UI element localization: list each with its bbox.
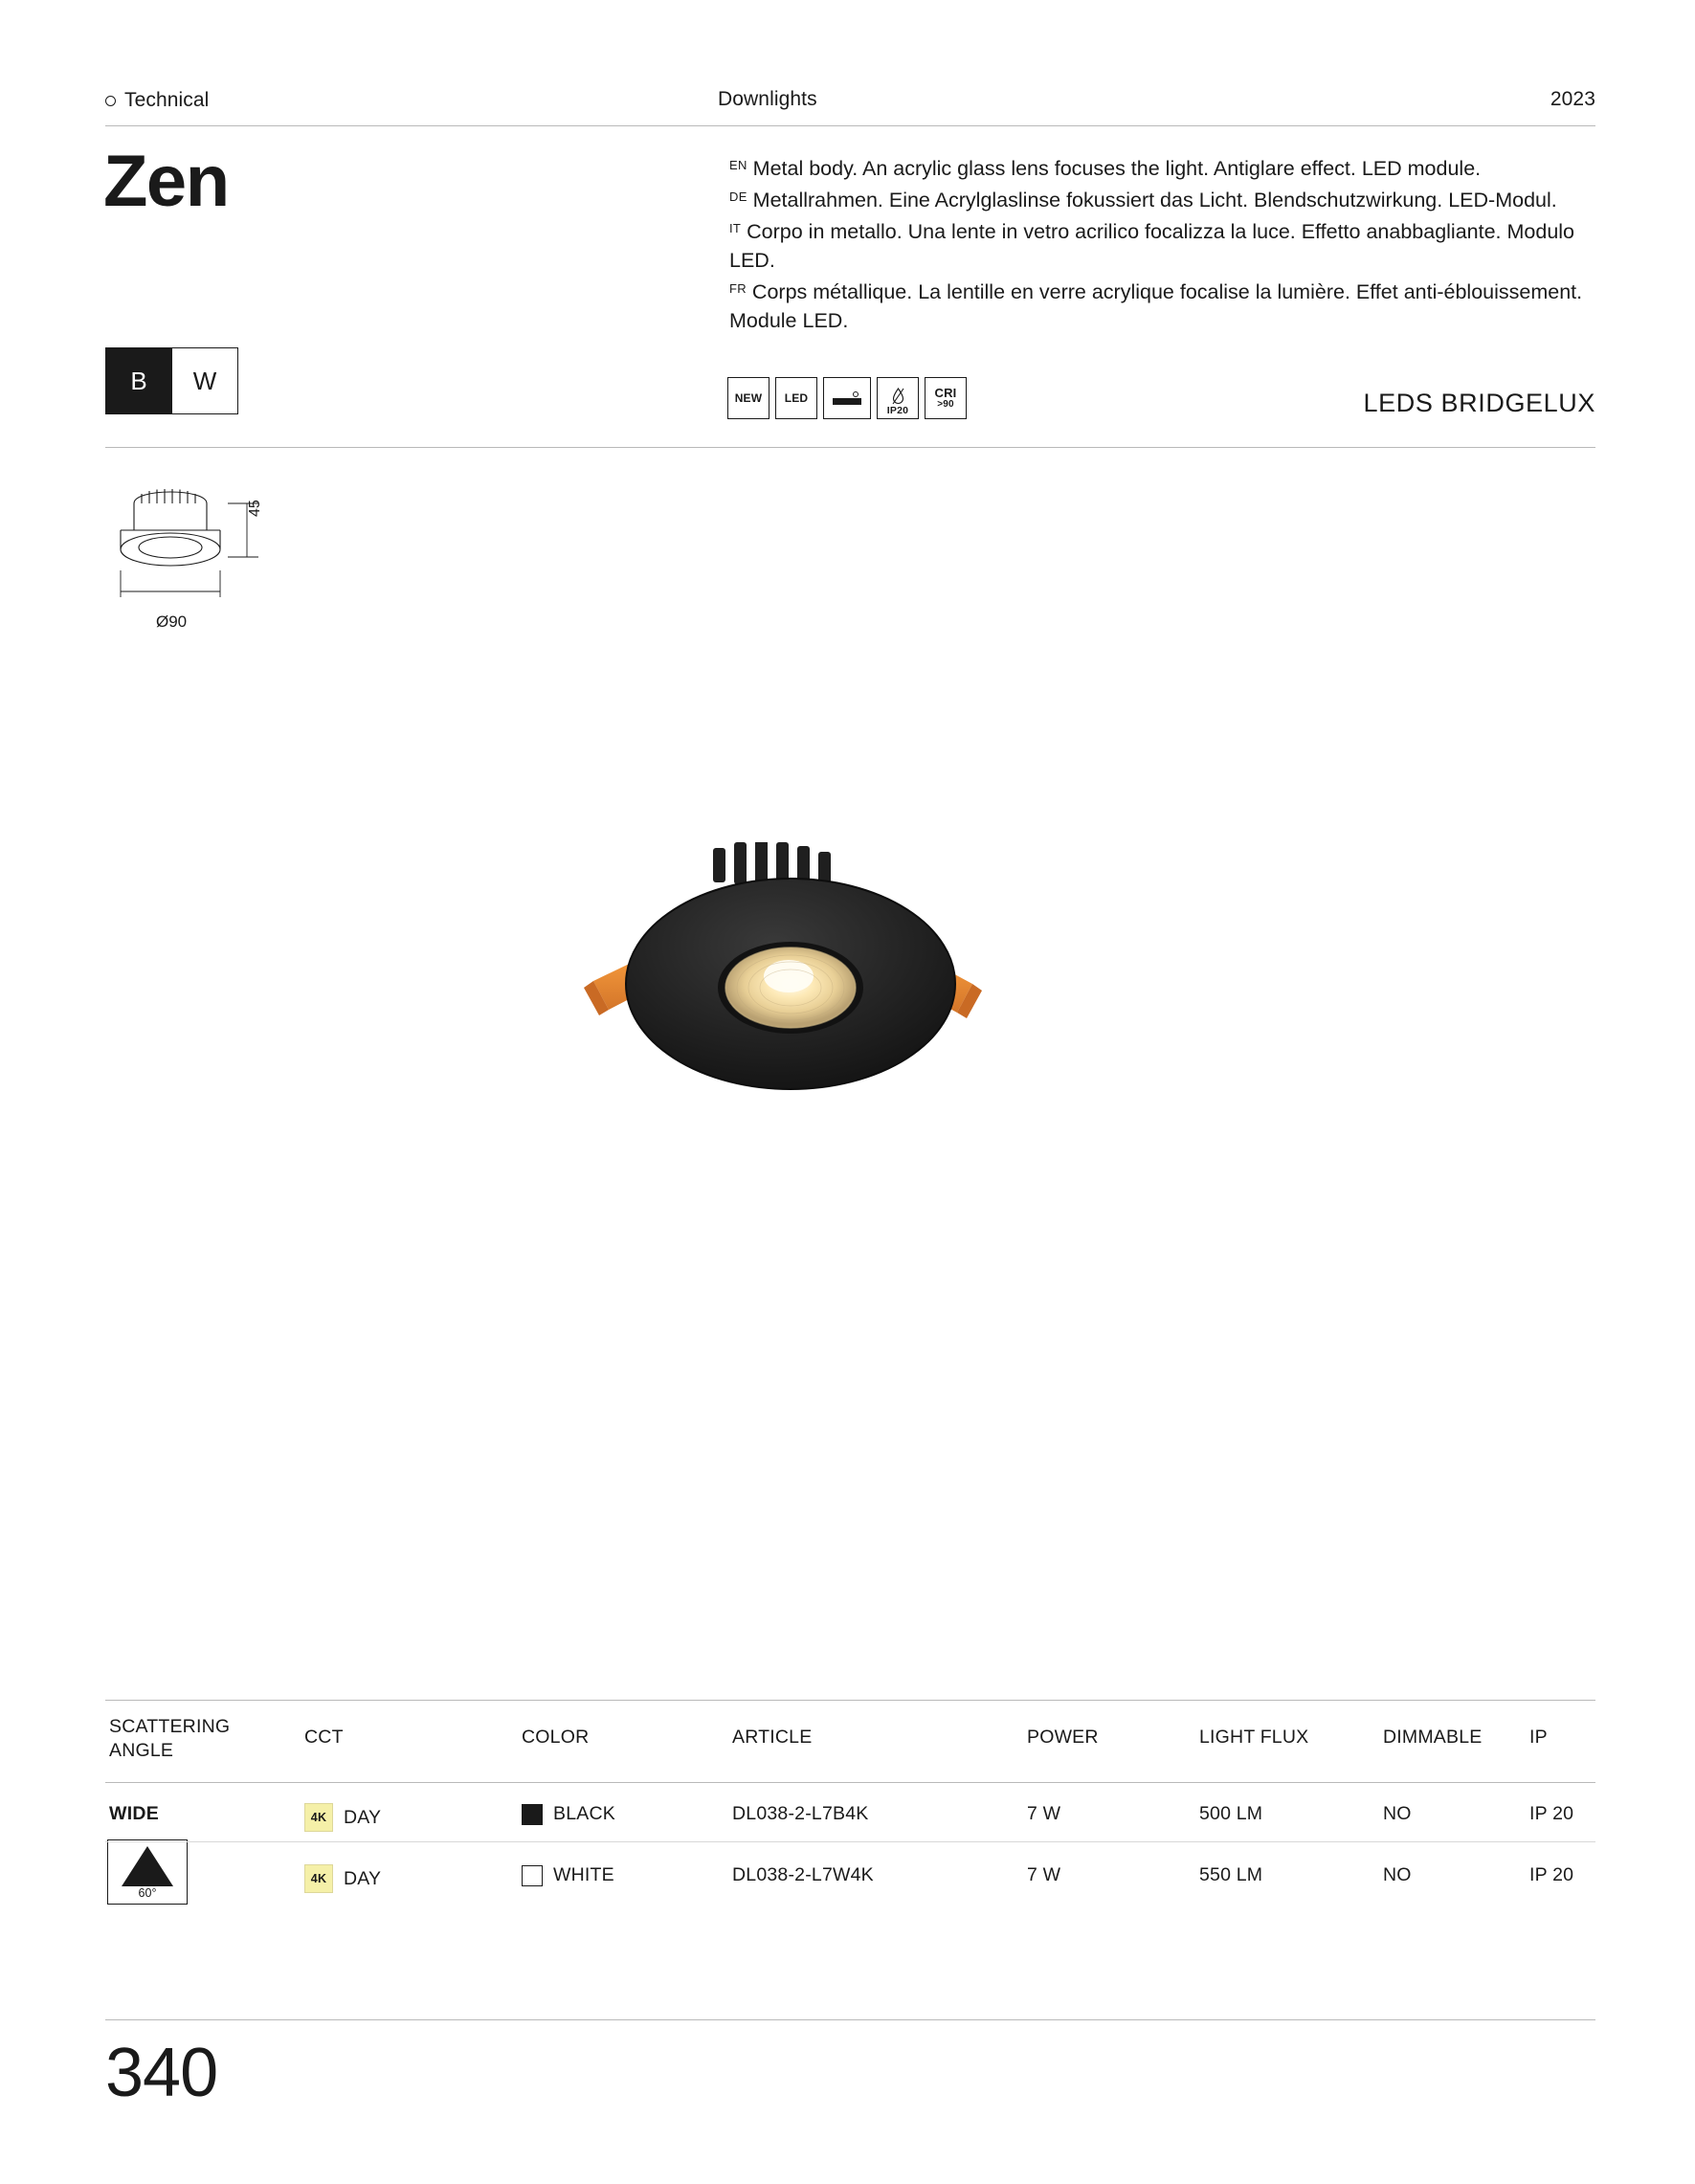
- header-divider: [105, 125, 1595, 126]
- cct-label: DAY: [344, 1867, 382, 1889]
- dimension-diameter-label: Ø90: [156, 613, 188, 631]
- lang-tag-it: IT: [729, 221, 742, 235]
- badge-new: NEW: [727, 377, 769, 419]
- dimmable-value: NO: [1383, 1864, 1412, 1885]
- finish-swatches: [105, 347, 238, 414]
- description-fr: [729, 275, 1619, 335]
- color-cell: [522, 1803, 615, 1825]
- badge-cri-label: CRI: [934, 385, 957, 400]
- ip-value: IP 20: [1529, 1803, 1574, 1824]
- header-category: [105, 89, 718, 112]
- article-code: DL038-2-L7B4K: [732, 1803, 869, 1824]
- description-fr-text: Corps métallique. La lentille en verre acrylique focalise la lumière. Effet anti-éblouissement. Module LED.: [729, 280, 1583, 332]
- feature-badges: [727, 377, 967, 419]
- lamp-icon: [833, 391, 861, 405]
- page-title: Zen: [103, 141, 229, 222]
- lang-tag-fr: FR: [729, 281, 747, 296]
- product-description: [729, 151, 1619, 335]
- description-de: [729, 183, 1619, 214]
- lang-tag-en: EN: [729, 158, 747, 172]
- color-swatch-icon: [522, 1865, 543, 1886]
- description-en: [729, 151, 1619, 183]
- badge-ip20: [877, 377, 919, 419]
- table-row-divider: [105, 1841, 1595, 1842]
- column-header-dimmable: DIMMABLE: [1383, 1727, 1483, 1748]
- badge-ip20-label: IP20: [886, 405, 909, 416]
- light-flux-value: 500 LM: [1199, 1803, 1263, 1824]
- page-number: 340: [105, 2035, 218, 2111]
- description-en-text: Metal body. An acrylic glass lens focuses the light. Antiglare effect. LED module.: [752, 157, 1482, 180]
- badge-led: LED: [775, 377, 817, 419]
- power-value: 7 W: [1027, 1864, 1061, 1885]
- column-header-cct: CCT: [304, 1727, 344, 1748]
- lang-tag-de: DE: [729, 189, 747, 204]
- header-section-label: Downlights: [718, 88, 817, 110]
- dimension-height-label: 45: [247, 500, 263, 517]
- page-header: [105, 88, 1595, 112]
- column-header-article: ARTICLE: [732, 1727, 813, 1748]
- cct-chip: 4K: [304, 1864, 333, 1893]
- article-code: DL038-2-L7W4K: [732, 1864, 874, 1885]
- finish-swatch-white[interactable]: W: [171, 347, 238, 414]
- header-category-label: Technical: [124, 88, 210, 111]
- column-header-color: COLOR: [522, 1727, 590, 1748]
- finish-swatch-black[interactable]: B: [105, 347, 172, 414]
- color-swatch-icon: [522, 1804, 543, 1825]
- column-header-scattering-line1: SCATTERING: [109, 1716, 231, 1737]
- dimension-drawing: [113, 475, 352, 642]
- table-header-divider: [105, 1782, 1595, 1783]
- color-label: BLACK: [553, 1803, 615, 1824]
- column-header-scattering-line2: ANGLE: [109, 1740, 174, 1761]
- column-header-light-flux: LIGHT FLUX: [1199, 1727, 1309, 1748]
- description-it: [729, 214, 1619, 275]
- description-it-text: Corpo in metallo. Una lente in vetro acrilico focalizza la luce. Effetto anabbagliante. Modulo LED.: [729, 220, 1575, 272]
- product-photo: [536, 842, 1168, 1158]
- column-header-power: POWER: [1027, 1727, 1099, 1748]
- table-row: [304, 1803, 381, 1832]
- color-label: WHITE: [553, 1864, 614, 1885]
- beam-angle-value: 60°: [138, 1886, 157, 1900]
- dimmable-value: NO: [1383, 1803, 1412, 1824]
- table-bottom-divider: [105, 2019, 1595, 2020]
- beam-angle-icon: [107, 1839, 188, 1905]
- badge-cri: [925, 377, 967, 419]
- light-flux-value: 550 LM: [1199, 1864, 1263, 1885]
- column-header-scattering-angle: [109, 1715, 230, 1763]
- description-de-text: Metallrahmen. Eine Acrylglaslinse fokussiert das Licht. Blendschutzwirkung. LED-Modul.: [752, 189, 1557, 212]
- circle-icon: [105, 96, 116, 106]
- beam-angle-label: WIDE: [109, 1803, 160, 1824]
- badge-cri-value: >90: [937, 398, 954, 410]
- badge-lamp-icon: [823, 377, 871, 419]
- ip-value: IP 20: [1529, 1864, 1574, 1885]
- table-top-divider: [105, 1700, 1595, 1701]
- header-year-label: 2023: [1550, 88, 1595, 110]
- table-row: [304, 1864, 381, 1893]
- cct-chip: 4K: [304, 1803, 333, 1832]
- brand-label: LEDS BRIDGELUX: [1363, 389, 1595, 417]
- column-header-ip: IP: [1529, 1727, 1548, 1748]
- cct-label: DAY: [344, 1806, 382, 1828]
- color-cell: [522, 1864, 614, 1886]
- water-drop-icon: [892, 388, 904, 405]
- spec-divider: [105, 447, 1595, 448]
- power-value: 7 W: [1027, 1803, 1061, 1824]
